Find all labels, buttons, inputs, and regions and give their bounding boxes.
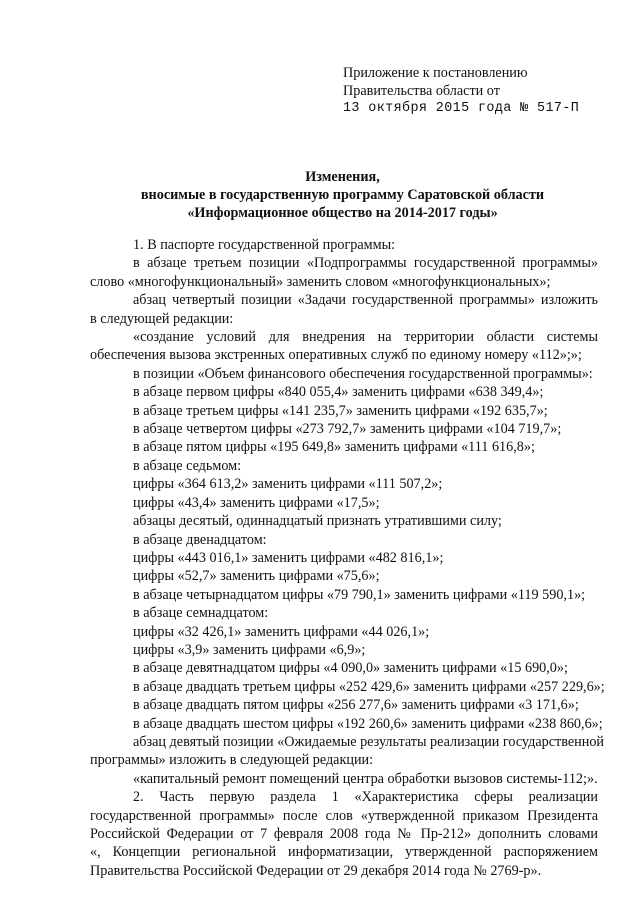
appendix-line-2: Правительства области от [343, 83, 500, 99]
body-line: Правительства Российской Федерации от 29 декабря 2014 года № 2769-р». [90, 862, 542, 879]
body-line: в абзаце четырнадцатом цифры «79 790,1» заменить цифрами «119 590,1»; [133, 586, 586, 603]
body-line: цифры «364 613,2» заменить цифрами «111 507,2»; [133, 476, 443, 493]
title-line-1: Изменения, [305, 169, 380, 185]
body-line: цифры «43,4» заменить цифрами «17,5»; [133, 494, 380, 511]
body-line: в абзаце первом цифры «840 055,4» заменить цифрами «638 349,4»; [133, 384, 544, 401]
body-line: в абзаце двадцать шестом цифры «192 260,6» заменить цифрами «238 860,6»; [133, 715, 603, 732]
body-line: цифры «32 426,1» заменить цифрами «44 026,1»; [133, 623, 430, 640]
body-line: в абзаце четвертом цифры «273 792,7» заменить цифрами «104 719,7»; [133, 421, 562, 438]
body-line: цифры «3,9» заменить цифрами «6,9»; [133, 641, 366, 658]
body-line: в абзаце девятнадцатом цифры «4 090,0» заменить цифрами «15 690,0»; [133, 660, 568, 677]
body-line: 1. В паспорте государственной программы: [133, 237, 396, 253]
body-line: Российской Федерации от 7 февраля 2008 года № Пр-212» дополнить словами [90, 826, 598, 842]
body-line: слово «многофункциональный» заменить словом «многофункциональных»; [90, 273, 551, 290]
body-line: в абзаце двенадцатом: [133, 531, 267, 548]
body-line: обеспечения вызова экстренных оперативных служб по единому номеру «112»;»; [90, 347, 582, 364]
body-line: абзац девятый позиции «Ожидаемые результаты реализации государственной [133, 733, 605, 750]
title-line-3: «Информационное общество на 2014-2017 годы» [187, 205, 498, 221]
appendix-line-1: Приложение к постановлению [343, 65, 528, 81]
body-line: в абзаце седьмом: [133, 457, 242, 474]
body-line: в абзаце двадцать пятом цифры «256 277,6» заменить цифрами «3 171,6»; [133, 697, 579, 714]
body-line: цифры «52,7» заменить цифрами «75,6»; [133, 568, 380, 585]
title-line-2: вносимые в государственную программу Саратовской области [140, 187, 545, 203]
body-line: в абзаце пятом цифры «195 649,8» заменить цифрами «111 616,8»; [133, 439, 535, 456]
body-line: «создание условий для внедрения на территории области системы [133, 329, 598, 346]
body-line: в абзаце третьем позиции «Подпрограммы государственной программы» [133, 255, 598, 272]
body-line: абзацы десятый, одиннадцатый признать утратившими силу; [133, 513, 502, 530]
body-line: программы» изложить в следующей редакции: [90, 752, 374, 769]
body-line: «, Концепции региональной информатизации, утвержденной распоряжением [90, 844, 598, 861]
appendix-date-number: 13 октября 2015 года № 517-П [343, 101, 580, 116]
body-line: в следующей редакции: [90, 310, 234, 327]
body-line: абзац четвертый позиции «Задачи государственной программы» изложить [133, 292, 598, 309]
body-line: государственной программы» после слов «утвержденной приказом Президента [90, 807, 598, 824]
body-line: в абзаце третьем цифры «141 235,7» заменить цифрами «192 635,7»; [133, 402, 548, 419]
document-title [90, 168, 595, 222]
body-line: 2. Часть первую раздела 1 «Характеристика сферы реализации [133, 789, 598, 806]
body-line: в позиции «Объем финансового обеспечения государственной программы»: [133, 365, 593, 382]
body-line: в абзаце семнадцатом: [133, 605, 269, 622]
body-line: в абзаце двадцать третьем цифры «252 429,6» заменить цифрами «257 229,6»; [133, 678, 605, 695]
body-line: «капитальный ремонт помещений центра обработки вызовов системы-112;». [133, 770, 598, 787]
appendix-header [343, 64, 579, 118]
body-line: цифры «443 016,1» заменить цифрами «482 816,1»; [133, 549, 444, 566]
document-body [90, 236, 605, 880]
